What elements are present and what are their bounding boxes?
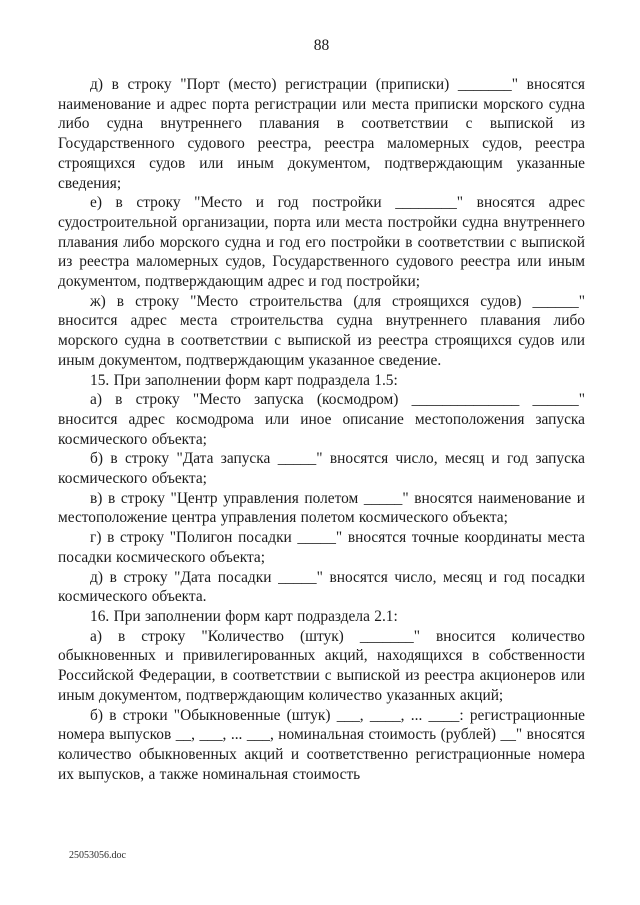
paragraph: а) в строку "Количество (штук) _______" вносится количество обыкновенных и привилегированных акций, находящихся в собственности Российской Федерации, в соответствии с выпиской из реестра акционеров или иным документом, подтверждающим количество указанных акций; — [58, 627, 585, 704]
paragraph: д) в строку "Порт (место) регистрации (приписки) _______" вносятся наименование и адрес порта регистрации или места приписки морского судна либо судна внутреннего плавания в соответствии с выпиской из Государственного судового реестра, реестра маломерных судов, реестра строящихся судов или иным документом, подтверждающим указанные сведения; — [58, 76, 585, 192]
paragraph: б) в строки "Обыкновенные (штук) ___, ____, ... ____: регистрационные номера выпусков __, ___, ... ___, номинальная стоимость (рублей) __" вносятся количество обыкновенных акций и соответственно регистрационные номера их выпусков, а также номинальная стоимость — [58, 706, 585, 783]
paragraph: б) в строку "Дата запуска _____" вносятся число, месяц и год запуска космического объекта; — [58, 450, 585, 488]
page-number: 88 — [313, 37, 330, 54]
paragraph: 15. При заполнении форм карт подраздела 1.5: — [90, 371, 398, 389]
paragraph: 16. При заполнении форм карт подраздела 2.1: — [90, 607, 398, 625]
paragraph: а) в строку "Место запуска (космодром) ______________ ______" вносится адрес космодрома или иное описание местоположения запуска космического объекта; — [58, 391, 585, 448]
paragraph: г) в строку "Полигон посадки _____" вносятся точные координаты места посадки космического объекта; — [58, 529, 585, 566]
paragraph: в) в строку "Центр управления полетом _____" вносятся наименование и местоположение центра управления полетом космического объекта; — [58, 489, 585, 527]
footer-filename: 25053056.doc — [69, 850, 126, 861]
paragraph: е) в строку "Место и год постройки ________" вносятся адрес судостроительной организации, порта или места постройки судна внутреннего плавания либо морского судна и год его постройки в соответствии с выпиской из реестра маломерных судов, Государственного судового реестра или иным документом, подтверждающим адрес и год постройки; — [58, 194, 585, 291]
paragraph: ж) в строку "Место строительства (для строящихся судов) ______" вносится адрес места строительства судна внутреннего плавания либо морского судна в соответствии с выпиской из реестра строящихся судов или иным документом, подтверждающим указанное сведение. — [58, 292, 585, 369]
paragraph: д) в строку "Дата посадки _____" вносятся число, месяц и год посадки космического объекта. — [58, 568, 585, 606]
document-body — [58, 75, 585, 835]
